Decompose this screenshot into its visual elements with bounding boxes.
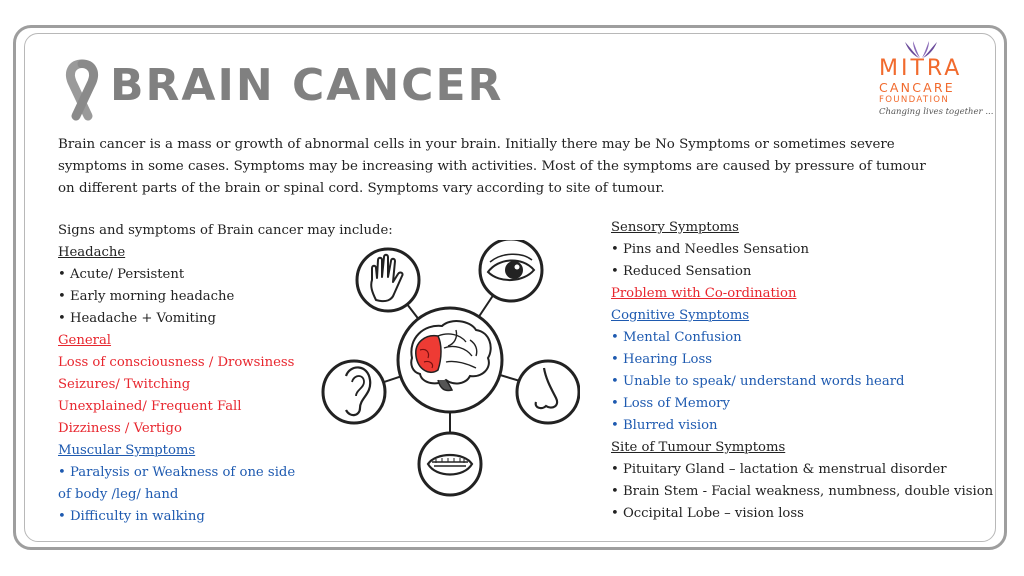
list-item: • Difficulty in walking: [58, 509, 205, 524]
senses-diagram: [320, 240, 580, 500]
logo-line2: CANCARE: [879, 80, 955, 95]
list-item: • Pituitary Gland – lactation & menstrual disorder: [611, 462, 947, 477]
page-title: BRAIN CANCER: [110, 60, 504, 111]
site-heading: Site of Tumour Symptoms: [611, 440, 786, 455]
list-item: • Hearing Loss: [611, 352, 713, 367]
cognitive-heading: Cognitive Symptoms: [611, 308, 750, 323]
muscular-heading: Muscular Symptoms: [58, 443, 196, 458]
intro-line: symptoms in some cases. Symptoms may be increasing with activities. Most of the symptoms are caused by pressure of tumour: [58, 159, 926, 174]
list-item: • Mental Confusion: [611, 330, 742, 345]
intro-paragraph: [58, 134, 958, 200]
headache-heading: Headache: [58, 245, 126, 260]
list-item: Loss of consciousness / Drowsiness: [58, 355, 295, 370]
ear-icon: [323, 361, 385, 423]
logo-tagline: Changing lives together ...: [879, 107, 994, 117]
sensory-heading: Sensory Symptoms: [611, 220, 739, 235]
list-item: • Loss of Memory: [611, 396, 730, 411]
brain-icon: [398, 308, 502, 412]
lead-text: Signs and symptoms of Brain cancer may include:: [58, 223, 393, 238]
list-item: • Unable to speak/ understand words heard: [611, 374, 905, 389]
list-item: Seizures/ Twitching: [58, 377, 191, 392]
left-symptoms-column: [58, 220, 393, 528]
list-item: • Blurred vision: [611, 418, 718, 433]
list-item: • Paralysis or Weakness of one side of body /leg/ hand: [58, 465, 296, 502]
list-item: • Pins and Needles Sensation: [611, 242, 809, 257]
intro-line: Brain cancer is a mass or growth of abnormal cells in your brain. Initially there may be No Symptoms or sometimes severe: [58, 137, 895, 152]
general-heading: General: [58, 333, 112, 348]
mitra-logo: [873, 40, 994, 120]
right-symptoms-column: [611, 217, 994, 525]
list-item: • Early morning headache: [58, 289, 235, 304]
eye-icon: [480, 240, 542, 301]
list-item: Dizziness / Vertigo: [58, 421, 182, 436]
list-item: • Acute/ Persistent: [58, 267, 185, 282]
nose-icon: [517, 361, 579, 423]
logo-name: MITRA: [879, 56, 963, 81]
list-item: • Headache + Vomiting: [58, 311, 216, 326]
intro-line: on different parts of the brain or spinal cord. Symptoms vary according to site of tumour.: [58, 181, 665, 196]
hand-icon: [357, 249, 419, 311]
list-item: • Brain Stem - Facial weakness, numbness, double vision: [611, 484, 994, 499]
coordination-heading: Problem with Co-ordination: [611, 286, 797, 301]
list-item: • Reduced Sensation: [611, 264, 752, 279]
logo-line3: FOUNDATION: [879, 95, 950, 105]
awareness-ribbon-icon: [58, 58, 106, 122]
mouth-icon: [419, 433, 481, 495]
list-item: Unexplained/ Frequent Fall: [58, 399, 242, 414]
list-item: • Occipital Lobe – vision loss: [611, 506, 804, 521]
